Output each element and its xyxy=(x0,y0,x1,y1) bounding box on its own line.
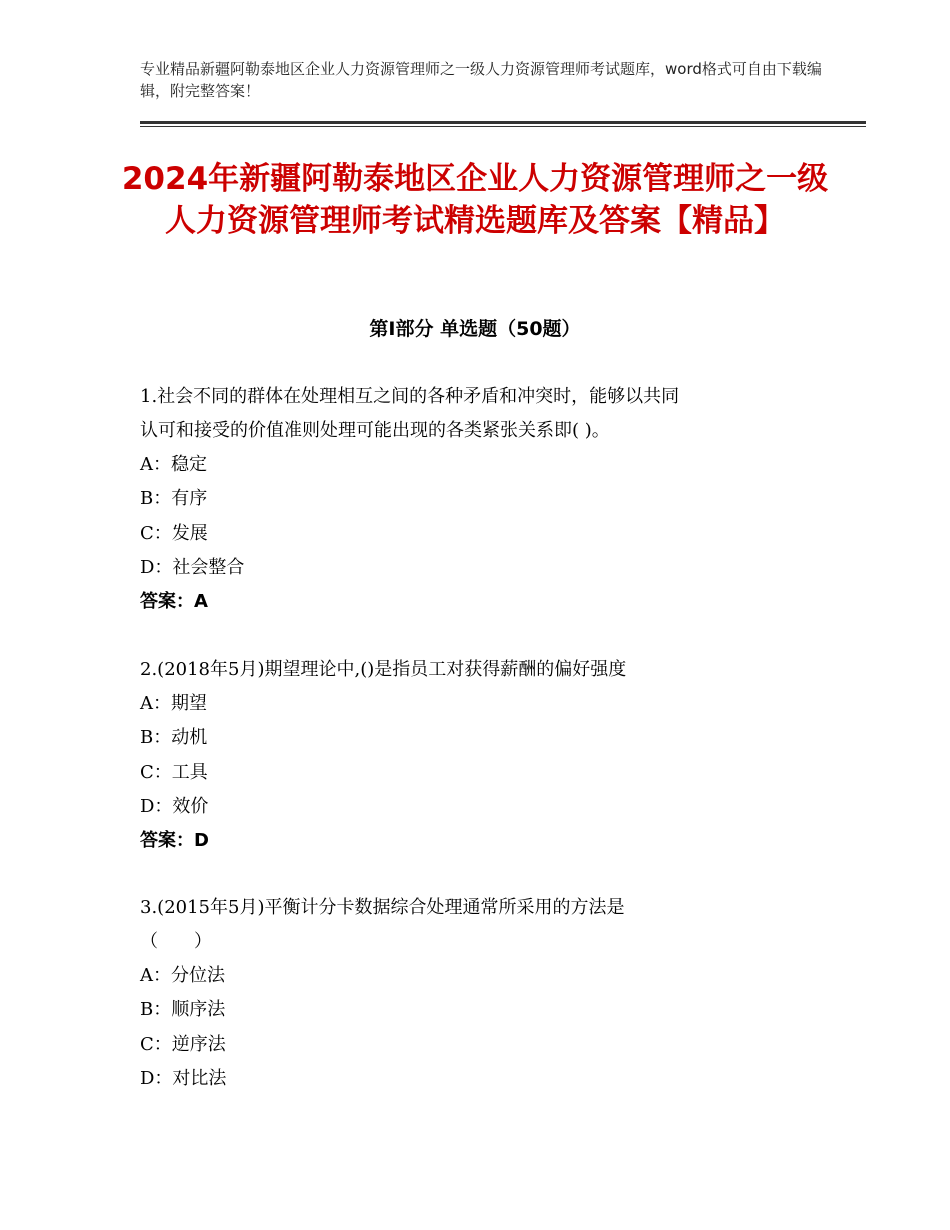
answer-value: D xyxy=(194,830,209,852)
question-3-option-d: D：对比法 xyxy=(140,1067,227,1089)
section-title: 第Ⅰ部分 单选题（50题） xyxy=(369,318,581,340)
question-1-option-b: B：有序 xyxy=(140,488,208,510)
header-rule-thick xyxy=(140,121,866,124)
question-1-option-d: D：社会整合 xyxy=(140,556,245,578)
answer-value: A xyxy=(194,591,208,613)
question-1-option-a: A：稳定 xyxy=(140,454,207,475)
question-1-stem-line-2: 认可和接受的价值准则处理可能出现的各类紧张关系即( )。 xyxy=(140,420,610,441)
question-3-option-c: C：逆序法 xyxy=(140,1033,226,1055)
header-rule-thin xyxy=(140,126,866,127)
question-1-stem-line-1: 1.社会不同的群体在处理相互之间的各种矛盾和冲突时，能够以共同 xyxy=(140,386,680,407)
document-title: 2024年新疆阿勒泰地区企业人力资源管理师之一级人力资源管理师考试精选题库及答案【精品】 xyxy=(121,161,829,239)
answer-prefix: 答案： xyxy=(140,830,194,852)
question-1-answer xyxy=(140,585,820,619)
question-2-option-a: A：期望 xyxy=(140,693,207,714)
question-2 xyxy=(140,653,820,858)
header-note: 专业精品新疆阿勒泰地区企业人力资源管理师之一级人力资源管理师考试题库，word格式可自由下载编辑，附完整答案！ xyxy=(140,60,822,100)
question-3-option-b: B：顺序法 xyxy=(140,999,226,1021)
question-1 xyxy=(140,380,820,619)
question-2-option-b: B：动机 xyxy=(140,727,208,749)
question-3-stem-line-2: （ ） xyxy=(140,931,212,952)
question-2-answer xyxy=(140,824,820,858)
question-2-stem-line-1: 2.(2018年5月)期望理论中,()是指员工对获得薪酬的偏好强度 xyxy=(140,659,627,680)
question-3-option-a: A：分位法 xyxy=(140,965,225,986)
answer-prefix: 答案： xyxy=(140,591,194,613)
question-3-stem-line-1: 3.(2015年5月)平衡计分卡数据综合处理通常所采用的方法是 xyxy=(140,897,625,918)
question-1-option-c: C：发展 xyxy=(140,522,208,544)
question-3 xyxy=(140,891,820,1096)
question-2-option-c: C：工具 xyxy=(140,761,208,783)
question-2-option-d: D：效价 xyxy=(140,795,209,817)
